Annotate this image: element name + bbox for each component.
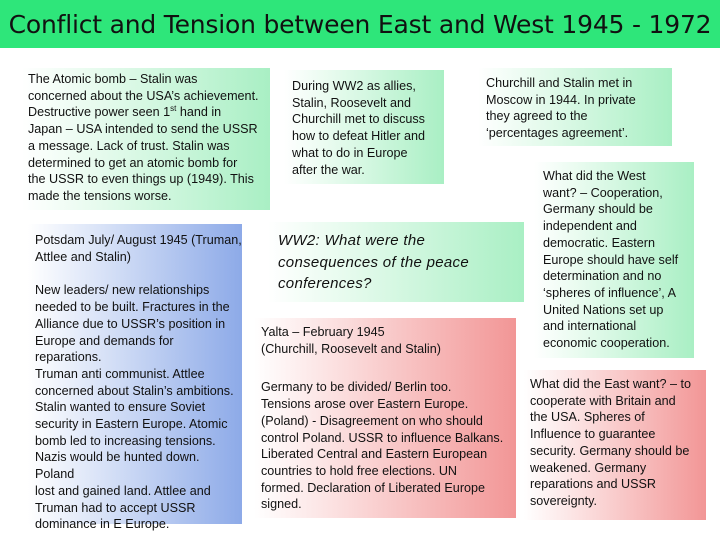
- question-box: [268, 222, 524, 302]
- page-title: Conflict and Tension between East and West 1945 - 1972: [8, 9, 712, 39]
- atomic-text-part1: The Atomic bomb – Stalin was concerned about the USA’s achievement. Destructive power seen 1: [28, 72, 259, 120]
- allies-box: [284, 70, 444, 184]
- title-bar: [0, 0, 720, 48]
- yalta-box: [254, 318, 516, 518]
- atomic-text-sup: st: [170, 104, 177, 114]
- potsdam-box: [28, 224, 242, 532]
- question-text: WW2: What were the consequences of the peace conferences?: [278, 232, 469, 292]
- potsdam-body: New leaders/ new relationships needed to be built. Fractures in the Alliance due to USSR’s position in Europe and demands for reparations. Truman anti communist. Attlee concerned about Stalin’s ambitions. Stalin wanted to ensure Soviet security in Eastern Europe. Atomic bomb led to increasing tensions. Nazis would be hunted down. Poland lost and gained land. Attlee and Truman had to accept USSR dominance in E Europe.: [35, 283, 234, 532]
- moscow-box: [478, 68, 672, 146]
- potsdam-heading: Potsdam July/ August 1945 (Truman, Attlee and Stalin): [35, 233, 242, 264]
- west-want-text: What did the West want? – Cooperation, Germany should be independent and democratic. Eastern Europe should have self determination and no ‘spheres of influence’, A United Nations set up and international economic cooperation.: [543, 169, 679, 351]
- east-want-box: [524, 370, 706, 520]
- yalta-body: Germany to be divided/ Berlin too. Tensions arose over Eastern Europe. (Poland) - Disagreement on who should control Poland. USSR to influence Balkans. Liberated Central and Eastern European countries to hold free elections. UN formed. Declaration of Liberated Europe signed.: [261, 380, 504, 512]
- moscow-text: Churchill and Stalin met in Moscow in 1944. In private they agreed to the ‘percentages agreement’.: [486, 76, 636, 141]
- atomic-bomb-box: [22, 68, 270, 210]
- yalta-heading: Yalta – February 1945 (Churchill, Roosevelt and Stalin): [261, 325, 441, 356]
- west-want-box: [534, 162, 694, 358]
- atomic-bomb-text: [28, 71, 270, 205]
- atomic-text-part2: hand in Japan – USA intended to send the USSR a message. Lack of trust. Stalin was determined to get an atomic bomb for the USSR to even things up (1949). This made the tensions worse.: [28, 105, 258, 203]
- allies-text: During WW2 as allies, Stalin, Roosevelt and Churchill met to discuss how to defeat Hitler and what to do in Europe after the war.: [292, 79, 426, 177]
- east-want-text: What did the East want? – to cooperate with Britain and the USA. Spheres of Influence to guarantee security. Germany should be weakened. Germany reparations and USSR sovereignty.: [530, 377, 692, 508]
